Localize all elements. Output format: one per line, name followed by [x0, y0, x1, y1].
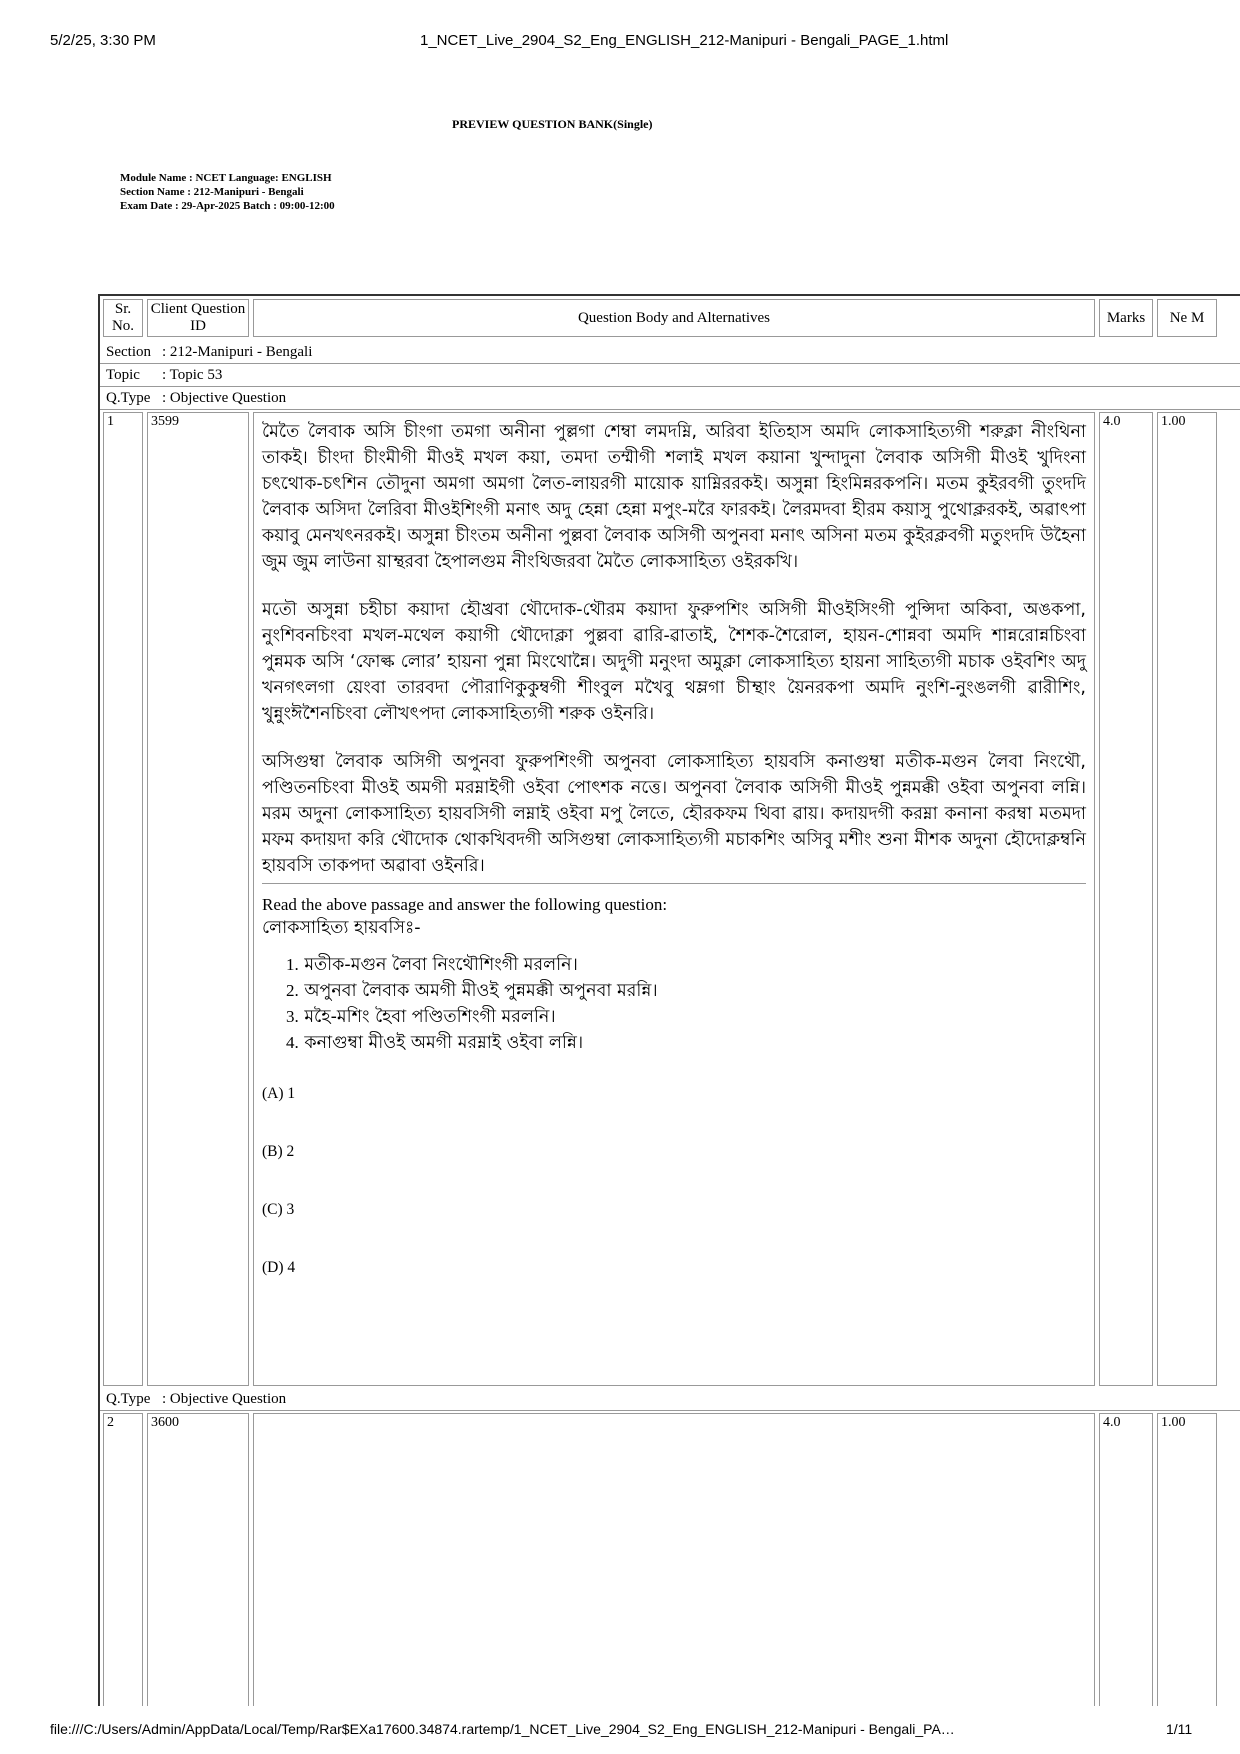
print-document-title: 1_NCET_Live_2904_S2_Eng_ENGLISH_212-Manipuri - Bengali_PAGE_1.html — [420, 32, 949, 49]
statement-item: 4. কনাগুম্বা মীওই অমগী মরম্নাই ওইবা লন্নি। — [286, 1033, 584, 1053]
option-c[interactable]: (C) 3 — [262, 1201, 295, 1218]
qtype-label: Q.Type — [106, 390, 151, 406]
question-1-body — [253, 412, 1095, 1386]
topic-row — [100, 365, 1240, 387]
header-marks: Marks — [1099, 299, 1153, 337]
print-datetime: 5/2/25, 3:30 PM — [50, 32, 156, 49]
question-1-client-id: 3599 — [147, 412, 249, 1386]
page-title: PREVIEW QUESTION BANK(Single) — [452, 117, 653, 131]
qtype-value: : Objective Question — [162, 390, 287, 406]
section-row — [100, 342, 1240, 364]
qtype-row — [100, 1389, 1240, 1411]
header-question-body: Question Body and Alternatives — [253, 299, 1095, 337]
header-sr-no: Sr. No. — [103, 299, 143, 337]
question-1-negative-marks: 1.00 — [1157, 412, 1217, 1386]
header-client-question-id: Client Question ID — [147, 299, 249, 337]
statement-item: 3. মহৈ-মশিং হৈবা পণ্ডিতশিংগী মরলনি। — [286, 1007, 556, 1027]
passage-paragraph: মৈতৈ লৈবাক অসি চীংগা তমগা অনীনা পুল্লগা শেম্বা লমদম্নি, অরিবা ইতিহাস অমদি লোকসাহিত্যগী শরুক্লা নীংথিনা তাকই। চীংদা চীংমীগী মীওই মখল কয়া, তমদা তম্মীগী শলাই মখল কয়ানা খুন্দাদুনা লৈবাক অসিগী মীওই খুদিংনা চৎথোক-চৎশিন তৌদুনা অমগা অমগা লৈত-লায়রগী মায়োক য়াম্নিররকই। অসুন্না হিংমিন্নরকপনি। মতম কুইরবগী তুংদদি লৈবাক অসিদা লৈরিবা মীওইশিংগী মনাৎ অদু হেন্না হেন্না মপুং-মরৈ ফারকই। লৈরমদবা হীরম কয়াসু পুথোক্লরকই, অৱাৎপা কয়াবু মেনখৎনরকই। অসুন্না চীংতম অনীনা পুল্লবা লৈবাক অসিগী অপুনবা মনাৎ অসিনা মতম কুইরক্লবগী মতুংদদি উহৈনা জুম জুম লাউনা য়াম্থরবা হৈপালগুম নীংথিজরবা মৈতৈ লোকসাহিত্য ওইরকখি। — [262, 422, 1086, 572]
section-label: Section — [106, 344, 151, 360]
qtype-row — [100, 388, 1240, 410]
meta-exam-date-batch: Exam Date : 29-Apr-2025 Batch : 09:00-12:00 — [120, 200, 335, 212]
question-2-body — [253, 1413, 1095, 1706]
statement-list — [286, 952, 1086, 1056]
qtype-label: Q.Type — [106, 1391, 151, 1407]
header-negative-marks: Ne M — [1157, 299, 1217, 337]
question-2-marks: 4.0 — [1099, 1413, 1153, 1706]
module-meta — [120, 171, 335, 213]
print-page-number: 1/11 — [1166, 1721, 1193, 1737]
question-2-negative-marks: 1.00 — [1157, 1413, 1217, 1706]
meta-section-name: Section Name : 212-Manipuri - Bengali — [120, 186, 304, 198]
question-1-sr: 1 — [103, 412, 143, 1386]
option-d[interactable]: (D) 4 — [262, 1259, 296, 1276]
question-instruction: Read the above passage and answer the following question: — [262, 895, 668, 914]
meta-module-language: Module Name : NCET Language: ENGLISH — [120, 172, 332, 184]
passage — [262, 419, 1086, 879]
print-file-path: file:///C:/Users/Admin/AppData/Local/Temp/Rar$EXa17600.34874.rartemp/1_NCET_Live_2904_S2_Eng_ENGLISH_212-Manipuri - Bengali_PA… — [50, 1721, 955, 1737]
statement-item: 1. মতীক-মগুন লৈবা নিংথৌশিংগী মরলনি। — [286, 955, 578, 975]
passage-paragraph: মতৌ অসুন্না চহীচা কয়াদা হৌখ্রবা থৌদোক-থৌরম কয়াদা ফুরুপশিং অসিগী মীওইসিংগী পুন্সিদা অকিবা, অঙকপা, নুংশিবনচিংবা মখল-মথেল কয়াগী থৌদোক্লা পুল্লবা ৱারি-ৱাতাই, শৈশক-শৈরোল, হায়ন-শোন্নবা অমদি শান্নরোন্নচিংবা পুন্নমক অসি ‘ফোল্ক লোর’ হায়না পুন্না মিংথোন্নৈ। অদুগী মনুংদা অমুক্লা লোকসাহিত্য হায়না সাহিত্যগী মচাক ওইবশিং অদু খনগৎলগা য়েংবা তারবদা পৌরাণিকুকুম্বগী শীংবুল মখৈবু থম্লগা চীম্থাং য়ৈনরকপা অমদি নুংশি-নুংঙলগী ৱারীশিং, খুন্নুংঈশৈনচিংবা লৌখৎপদা লোকসাহিত্যগী শরুক ওইনরি। — [262, 600, 1086, 724]
qtype-value: : Objective Question — [162, 1391, 287, 1407]
question-1-marks: 4.0 — [1099, 412, 1153, 1386]
passage-divider — [262, 883, 1086, 884]
option-b[interactable]: (B) 2 — [262, 1143, 295, 1160]
question-bank-table — [98, 294, 1240, 1706]
section-value: : 212-Manipuri - Bengali — [162, 344, 313, 360]
topic-label: Topic — [106, 367, 140, 383]
question-2-sr: 2 — [103, 1413, 143, 1706]
statement-item: 2. অপুনবা লৈবাক অমগী মীওই পুন্নমক্কী অপুনবা মরন্নি। — [286, 981, 658, 1001]
question-stem: লোকসাহিত্য হায়বসিঃ- — [262, 918, 421, 938]
topic-value: : Topic 53 — [162, 367, 223, 383]
option-a[interactable]: (A) 1 — [262, 1085, 296, 1102]
question-2-client-id: 3600 — [147, 1413, 249, 1706]
passage-paragraph: অসিগুম্বা লৈবাক অসিগী অপুনবা ফুরুপশিংগী অপুনবা লোকসাহিত্য হায়বসি কনাগুম্বা মতীক-মগুন লৈবা নিংথৌ, পণ্ডিতনচিংবা মীওই অমগী মরম্নাইগী ওইবা পোৎশক নত্তে। অপুনবা লৈবাক অসিগী মীওই পুন্নমক্কী ওইবা অপুনবা লন্নি। মরম অদুনা লোকসাহিত্য হায়বসিগী লম্নাই ওইবা মপু লৈতে, হৌরকফম থিবা ৱায়। কদায়দগী করম্না কনানা করম্বা মতমদা মফম কদায়দা করি থৌদোক থোকখিবদগী অসিগুম্বা লোকসাহিত্যগী মচাকশিং অসিবু মশীং শুনা মীশক অদুনা হৌদোক্লম্বনি হায়বসি তাকপদা অৱাবা ওইনরি। — [262, 752, 1086, 876]
answer-options — [262, 1084, 1086, 1316]
